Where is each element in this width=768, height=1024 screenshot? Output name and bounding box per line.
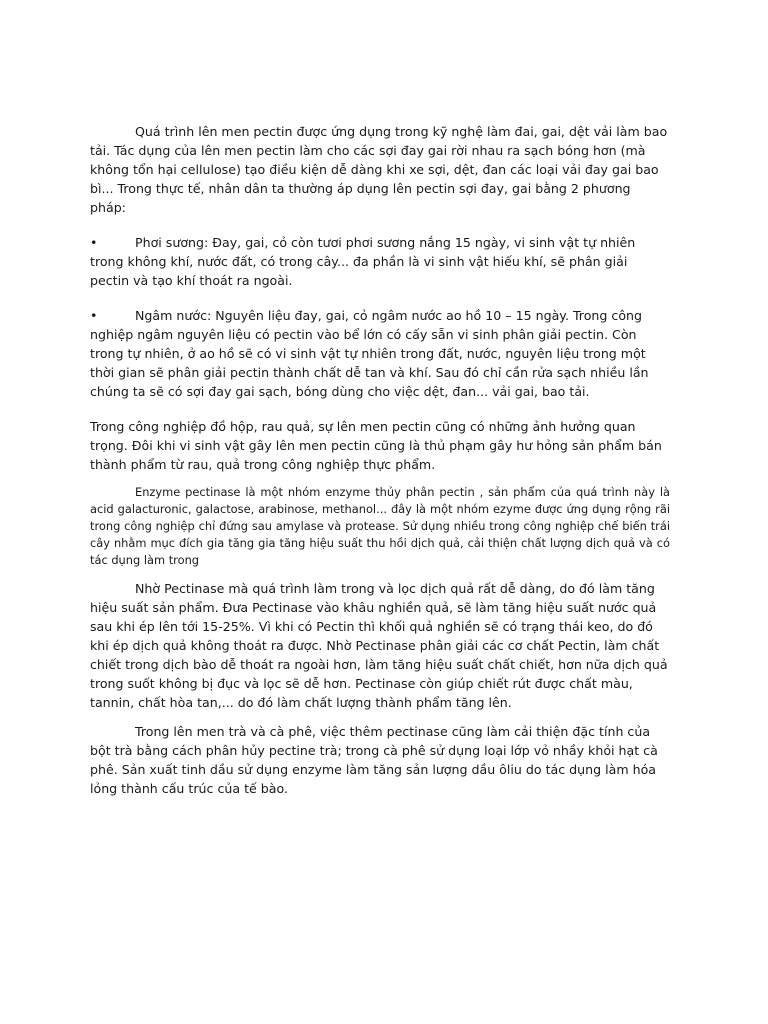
- paragraph-tea-coffee: Trong lên men trà và cà phê, việc thêm pectinase cũng làm cải thiện đặc tính của bột trà bằng cách phân hủy pectine trà; trong cà phê sử dụng loại lớp vỏ nhầy khỏi hạt cà phê. Sản xuất tinh dầu sử dụng enzyme làm tăng sản lượng dầu ôliu do tác dụng làm hóa lỏng thành cấu trúc của tế bào.: [90, 724, 658, 796]
- bullet-icon: •: [90, 308, 98, 323]
- paragraph-pectin-fermentation: Quá trình lên men pectin được ứng dụng trong kỹ nghệ làm đai, gai, dệt vải làm bao tải. Tác dụng của lên men pectin làm cho các sợi đay gai rời nhau ra sạch bóng hơn (mà không tổn hại cellulose) tạo điều kiện dễ dàng khi xe sợi, dệt, đan các loại vải đay gai bao bì... Trong thực tế, nhân dân ta thường áp dụng lên pectin sợi đay, gai bằng 2 phương pháp:: [90, 124, 668, 215]
- document-page: [90, 122, 670, 798]
- paragraph-enzyme-pectinase: Enzyme pectinase là một nhóm enzyme thủy phân pectin , sản phẩm của quá trình này là acid galacturonic, galactose, arabinose, methanol... đây là một nhóm ezyme được ứng dụng rộng rãi trong công nghiệp chỉ đứng sau amylase và protease. Sử dụng nhiều trong công nghiệp chế biến trái cây nhằm mục đích gia tăng gia tăng hiệu suất thu hồi dịch quả, cải thiện chất lượng dịch quả và có tác dụng làm trong: [90, 485, 670, 567]
- bullet-item-ngam-nuoc: [90, 306, 670, 401]
- bullet-icon: •: [90, 235, 98, 250]
- paragraph-pectinase-juice: Nhờ Pectinase mà quá trình làm trong và lọc dịch quả rất dễ dàng, do đó làm tăng hiệu suất sản phẩm. Đưa Pectinase vào khâu nghiền quả, sẽ làm tăng hiệu suất nước quả sau khi ép lên tới 15-25%. Vì khi có Pectin thì khối quả nghiền sẽ có trạng thái keo, do đó khi ép dịch quả không thoát ra được. Nhờ Pectinase phân giải các cơ chất Pectin, làm chất chiết trong dịch bào dễ thoát ra ngoài hơn, làm tăng hiệu suất chất chiết, hơn nữa dịch quả trong suốt không bị đục và lọc sẽ dễ hơn. Pectinase còn giúp chiết rút được chất màu, tannin, chất hòa tan,... do đó làm chất lượng thành phẩm tăng lên.: [90, 581, 668, 710]
- bullet-text: Ngâm nước: Nguyên liệu đay, gai, cỏ ngâm nước ao hồ 10 – 15 ngày. Trong công nghiệp ngâm nguyên liệu có pectin vào bể lớn có cấy sẵn vi sinh phân giải pectin. Còn trong tự nhiên, ở ao hồ sẽ có vi sinh vật tự nhiên trong đất, nước, nguyên liệu trong một thời gian sẽ phân giải pectin thành chất dễ tan và khí. Sau đó chỉ cần rửa sạch nhiều lần chúng ta sẽ có sợi đay gai sạch, bóng dùng cho việc dệt, đan... vải gai, bao tải.: [90, 308, 649, 399]
- bullet-item-phoi-suong: [90, 233, 670, 290]
- paragraph-canned-food-industry: Trong công nghiệp đồ hộp, rau quả, sự lên men pectin cũng có những ảnh hưởng quan trọng. Đôi khi vi sinh vật gây lên men pectin cũng là thủ phạm gây hư hỏng sản phẩm bán thành phẩm từ rau, quả trong công nghiệp thực phẩm.: [90, 419, 662, 472]
- bullet-text: Phơi sương: Đay, gai, cỏ còn tươi phơi sương nắng 15 ngày, vi sinh vật tự nhiên trong không khí, nước đất, có trong cây... đa phần là vi sinh vật hiếu khí, sẽ phân giải pectin và tạo khí thoát ra ngoài.: [90, 235, 636, 288]
